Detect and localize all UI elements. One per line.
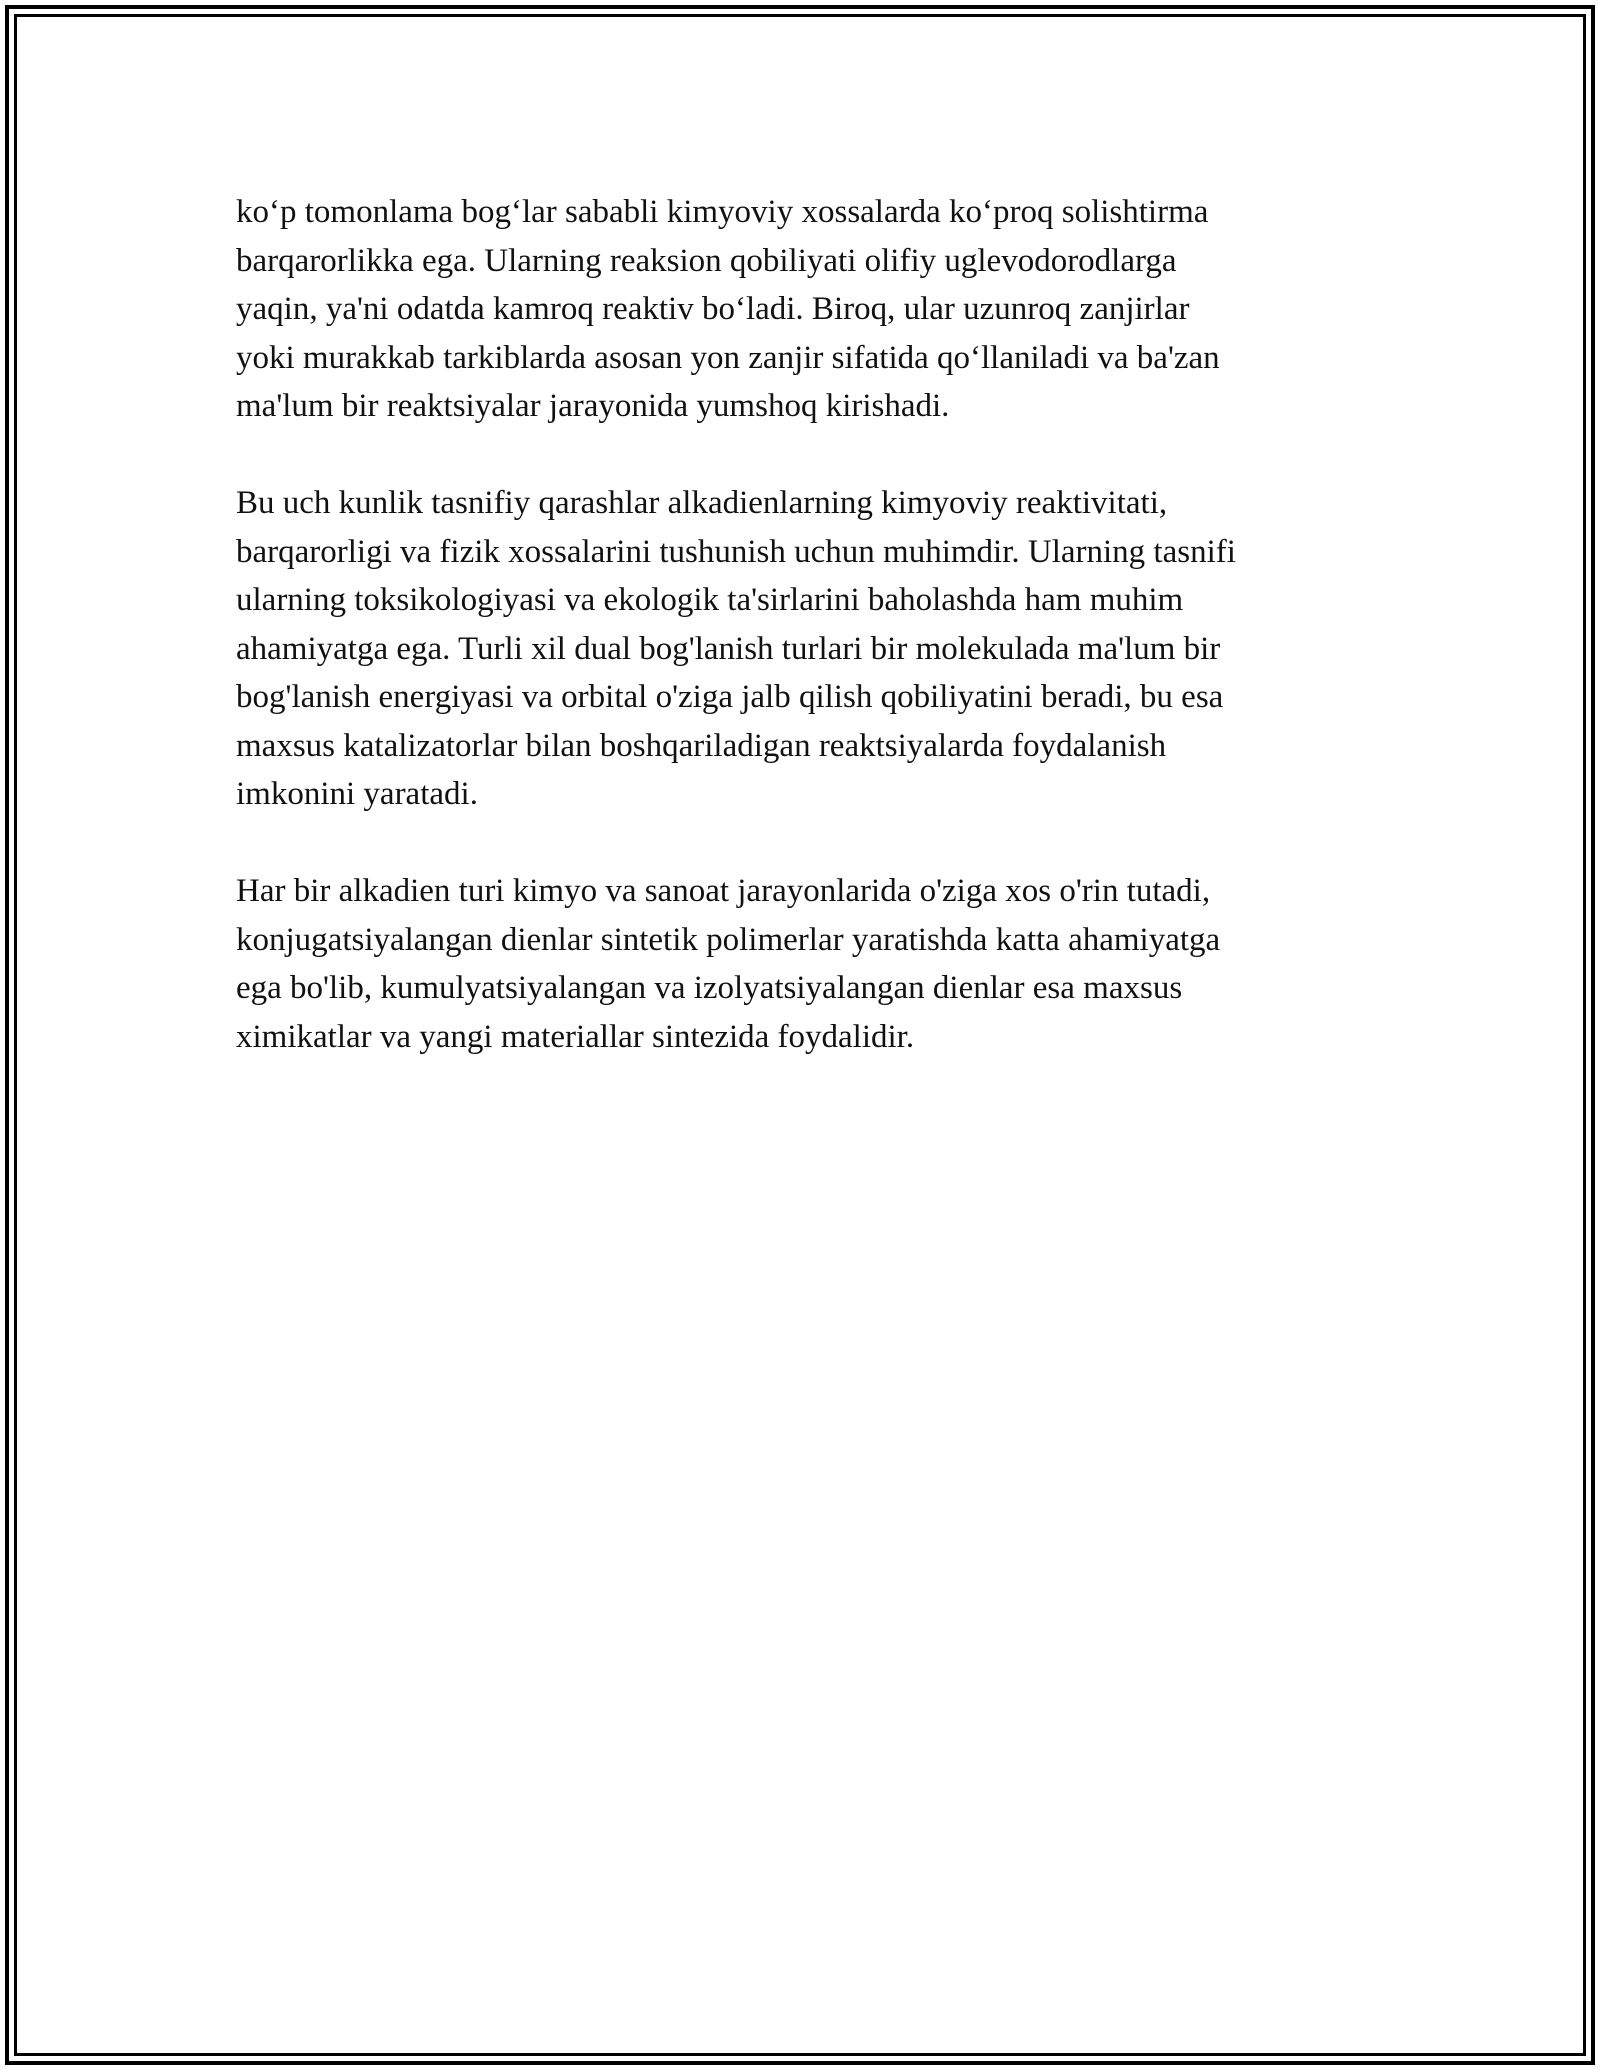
paragraph-1 <box>236 188 1376 431</box>
text-line: konjugatsiyalangan dienlar sintetik polimerlar yaratishda katta ahamiyatga <box>236 921 1221 958</box>
text-line: barqarorligi va fizik xossalarini tushunish uchun muhimdir. Ularning tasnifi <box>236 533 1236 570</box>
text-line: ko‘p tomonlama bog‘lar sababli kimyoviy xossalarda ko‘proq solishtirma <box>236 194 1209 230</box>
text-line: maxsus katalizatorlar bilan boshqariladigan reaktsiyalarda foydalanish <box>236 727 1167 764</box>
text-line: Har bir alkadien turi kimyo va sanoat jarayonlarida o'ziga xos o'rin tutadi, <box>236 873 1211 909</box>
text-line: bog'lanish energiyasi va orbital o'ziga jalb qilish qobiliyatini beradi, bu esa <box>236 679 1224 715</box>
text-line: ahamiyatga ega. Turli xil dual bog'lanish turlari bir molekulada ma'lum bir <box>236 630 1221 667</box>
text-line: imkonini yaratadi. <box>236 776 478 812</box>
text-line: barqarorlikka ega. Ularning reaksion qobiliyati olifiy uglevodorodlarga <box>236 242 1177 279</box>
text-line: Bu uch kunlik tasnifiy qarashlar alkadienlarning kimyoviy reaktivitati, <box>236 485 1168 521</box>
text-line: ximikatlar va yangi materiallar sintezida foydalidir. <box>236 1018 915 1055</box>
text-line: ularning toksikologiyasi va ekologik ta'sirlarini baholashda ham muhim <box>236 582 1184 618</box>
text-line: yaqin, ya'ni odatda kamroq reaktiv bo‘ladi. Biroq, ular uzunroq zanjirlar <box>236 291 1190 327</box>
paragraph-3 <box>236 867 1376 1061</box>
text-line: yoki murakkab tarkiblarda asosan yon zanjir sifatida qo‘llaniladi va ba'zan <box>236 339 1220 376</box>
text-line: ega bo'lib, kumulyatsiyalangan va izolyatsiyalangan dienlar esa maxsus <box>236 970 1183 1006</box>
document-body <box>236 188 1376 1110</box>
paragraph-2 <box>236 479 1376 819</box>
text-line: ma'lum bir reaktsiyalar jarayonida yumshoq kirishadi. <box>236 388 950 424</box>
